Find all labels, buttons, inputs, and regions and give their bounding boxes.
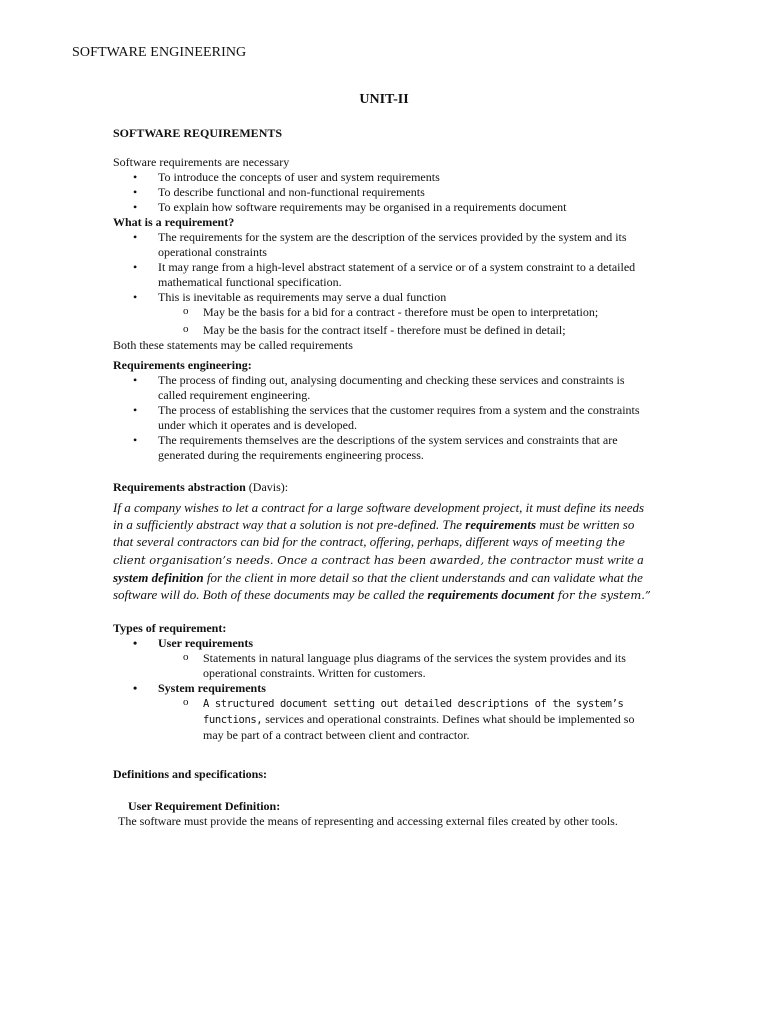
- quote-text: must be written so that several contractors can bid for the contract, offering, perhaps, different ways of: [113, 517, 635, 549]
- defs-heading: Definitions and specifications:: [113, 767, 268, 781]
- intro-list: [113, 170, 653, 215]
- list-item: • This is inevitable as requirements may serve a dual function: [113, 290, 653, 305]
- list-item: • To introduce the concepts of user and system requirements: [113, 170, 653, 185]
- list-item: • The process of establishing the services that the customer requires from a system and the constraints under which it operates and is developed.: [113, 403, 653, 433]
- list-item: • It may range from a high-level abstract statement of a service or of a system constraint to a detailed mathematical functional specification.: [113, 260, 653, 290]
- quote-text: write a: [603, 552, 644, 567]
- types-list: [113, 636, 653, 651]
- types-list-2: [113, 681, 653, 696]
- quote-emphasis: system definition: [113, 570, 204, 585]
- abstraction-heading-line: [113, 480, 653, 495]
- quote-emphasis: requirements: [465, 517, 537, 532]
- urd-heading: User Requirement Definition:: [128, 799, 281, 813]
- list-item: • The process of finding out, analysing documenting and checking these services and constraints is called requirement engineering.: [113, 373, 653, 403]
- abstraction-heading-suffix: (Davis):: [245, 480, 289, 494]
- list-item: o May be the basis for the contract itself - therefore must be defined in detail;: [113, 323, 653, 338]
- list-item-text: A structured document setting out detailed descriptions of the system’s functions,: [203, 698, 624, 726]
- types-heading: Types of requirement:: [113, 621, 227, 635]
- list-item: o May be the basis for a bid for a contract - therefore must be open to interpretation;: [113, 305, 653, 320]
- intro-lead: Software requirements are necessary: [113, 155, 290, 169]
- quote-text: for the client in more detail so that the client understands and can validate what the software will do. Both of these documents may be called the: [113, 570, 643, 602]
- what-is-sublist: [113, 305, 653, 338]
- system-sublist: [113, 696, 653, 743]
- abstraction-heading: Requirements abstraction: [113, 480, 246, 494]
- what-is-closing: Both these statements may be called requirements: [113, 338, 353, 352]
- what-is-list: [113, 230, 653, 305]
- user-sublist: [113, 651, 653, 681]
- davis-quote: [113, 499, 653, 604]
- running-header: SOFTWARE ENGINEERING: [72, 45, 247, 60]
- list-item-user: • User requirements: [113, 636, 653, 651]
- what-is-heading: What is a requirement?: [113, 215, 235, 229]
- list-item: • To explain how software requirements may be organised in a requirements document: [113, 200, 653, 215]
- req-eng-list: [113, 373, 653, 463]
- document-body: [113, 126, 653, 829]
- list-item: • The requirements themselves are the descriptions of the system services and constraints that are generated during the requirements engineering process.: [113, 433, 653, 463]
- quote-text: meeting the client organisation’s needs. Once a contract has been awarded, the contractor must: [113, 535, 626, 567]
- list-item: • To describe functional and non-functional requirements: [113, 185, 653, 200]
- list-item-system: • System requirements: [113, 681, 653, 696]
- urd-text: The software must provide the means of representing and accessing external files created by other tools.: [118, 814, 618, 828]
- section-title: SOFTWARE REQUIREMENTS: [113, 126, 283, 140]
- quote-text: for the system.”: [554, 588, 651, 602]
- list-item: [113, 696, 653, 743]
- list-item: o Statements in natural language plus diagrams of the services the system provides and its operational constraints. Written for customers.: [113, 651, 653, 681]
- quote-text: If a company wishes to let a contract for a large software development project, it must define its needs in a sufficiently abstract way that a solution is not pre-defined. The: [113, 500, 645, 532]
- quote-emphasis: requirements document: [427, 587, 555, 602]
- list-item-text: services and operational constraints. Defines what should be implemented so may be part of a contract between client and contractor.: [203, 712, 635, 742]
- list-item: • The requirements for the system are the description of the services provided by the system and its operational constraints: [113, 230, 653, 260]
- req-eng-heading: Requirements engineering:: [113, 358, 252, 372]
- unit-title: UNIT-II: [359, 92, 409, 107]
